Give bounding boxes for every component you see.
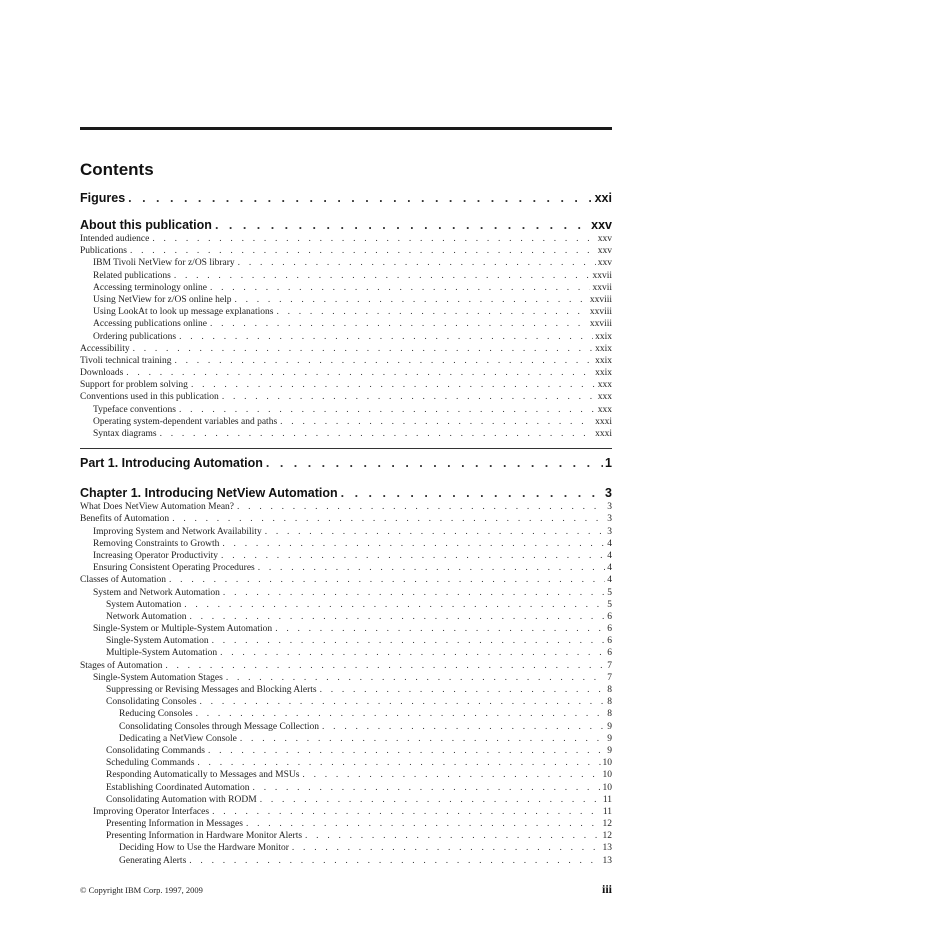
toc-entry[interactable]: What Does NetView Automation Mean? . . . 3 [80, 501, 612, 513]
toc-entry[interactable]: Using LookAt to look up message explanations . . . xxviii [80, 306, 612, 318]
toc-entry[interactable]: Increasing Operator Productivity . . . 4 [80, 550, 612, 562]
toc-entry[interactable]: System and Network Automation . . . 5 [80, 587, 612, 599]
toc-entry[interactable]: Multiple-System Automation . . . 6 [80, 647, 612, 659]
page-footer [80, 882, 612, 897]
toc-entry[interactable]: Reducing Consoles . . . 8 [80, 708, 612, 720]
toc-entry[interactable]: System Automation . . . 5 [80, 599, 612, 611]
toc-entry[interactable]: Ordering publications . . . xxix [80, 331, 612, 343]
toc-heading-chapter-1[interactable]: Chapter 1. Introducing NetView Automation . . . 3 [80, 485, 612, 501]
toc-entry[interactable]: Support for problem solving . . . xxx [80, 379, 612, 391]
toc-entry[interactable]: Conventions used in this publication . . . xxx [80, 391, 612, 403]
toc-entry[interactable]: Accessing publications online . . . xxviii [80, 318, 612, 330]
toc-entry[interactable]: Accessibility . . . xxix [80, 343, 612, 355]
toc-entry[interactable]: Single-System Automation Stages . . . 7 [80, 672, 612, 684]
toc-entry[interactable]: Using NetView for z/OS online help . . . xxviii [80, 294, 612, 306]
toc-entry[interactable]: Tivoli technical training . . . xxix [80, 355, 612, 367]
toc-entry[interactable]: Consolidating Automation with RODM . . . 11 [80, 794, 612, 806]
toc-entry[interactable]: Accessing terminology online . . . xxvii [80, 282, 612, 294]
top-rule [80, 127, 612, 130]
toc-entry[interactable]: Responding Automatically to Messages and MSUs . . . 10 [80, 769, 612, 781]
toc-entry[interactable]: Consolidating Consoles . . . 8 [80, 696, 612, 708]
contents-page [80, 127, 612, 867]
toc-entry[interactable]: Intended audience . . . xxv [80, 233, 612, 245]
toc-entry[interactable]: Consolidating Consoles through Message Collection . . . 9 [80, 721, 612, 733]
page-title: Contents [80, 160, 154, 179]
toc-entry[interactable]: Single-System or Multiple-System Automation . . . 6 [80, 623, 612, 635]
toc-heading-about[interactable]: About this publication . . . xxv [80, 217, 612, 233]
toc-entry[interactable]: Presenting Information in Messages . . . 12 [80, 818, 612, 830]
toc-entry[interactable]: Improving System and Network Availability . . . 3 [80, 526, 612, 538]
page-number: iii [601, 882, 612, 896]
toc-entry[interactable]: Operating system-dependent variables and paths . . . xxxi [80, 416, 612, 428]
toc-entry[interactable]: Removing Constraints to Growth . . . 4 [80, 538, 612, 550]
table-of-contents [80, 190, 612, 867]
toc-entry[interactable]: Stages of Automation . . . 7 [80, 660, 612, 672]
toc-entry[interactable]: Classes of Automation . . . 4 [80, 574, 612, 586]
toc-entry[interactable]: Publications . . . xxv [80, 245, 612, 257]
toc-entry[interactable]: Consolidating Commands . . . 9 [80, 745, 612, 757]
toc-entry[interactable]: Generating Alerts . . . 13 [80, 855, 612, 867]
toc-entry[interactable]: Deciding How to Use the Hardware Monitor . . . 13 [80, 842, 612, 854]
toc-entry[interactable]: Ensuring Consistent Operating Procedures . . . 4 [80, 562, 612, 574]
toc-heading-part-1[interactable]: Part 1. Introducing Automation . . . 1 [80, 448, 612, 471]
toc-entry[interactable]: Presenting Information in Hardware Monitor Alerts . . . 12 [80, 830, 612, 842]
toc-entry[interactable]: Suppressing or Revising Messages and Blocking Alerts . . . 8 [80, 684, 612, 696]
toc-heading-figures[interactable]: Figures . . . xxi [80, 190, 612, 206]
toc-entry[interactable]: IBM Tivoli NetView for z/OS library . . . xxv [80, 257, 612, 269]
toc-entry[interactable]: Establishing Coordinated Automation . . . 10 [80, 782, 612, 794]
toc-entry[interactable]: Related publications . . . xxvii [80, 270, 612, 282]
copyright-notice: © Copyright IBM Corp. 1997, 2009 [80, 885, 203, 895]
toc-entry[interactable]: Syntax diagrams . . . xxxi [80, 428, 612, 440]
toc-entry[interactable]: Benefits of Automation . . . 3 [80, 513, 612, 525]
toc-entry[interactable]: Typeface conventions . . . xxx [80, 404, 612, 416]
toc-entry[interactable]: Downloads . . . xxix [80, 367, 612, 379]
toc-entry[interactable]: Scheduling Commands . . . 10 [80, 757, 612, 769]
toc-entry[interactable]: Single-System Automation . . . 6 [80, 635, 612, 647]
toc-entry[interactable]: Dedicating a NetView Console . . . 9 [80, 733, 612, 745]
toc-entry[interactable]: Improving Operator Interfaces . . . 11 [80, 806, 612, 818]
toc-entry[interactable]: Network Automation . . . 6 [80, 611, 612, 623]
